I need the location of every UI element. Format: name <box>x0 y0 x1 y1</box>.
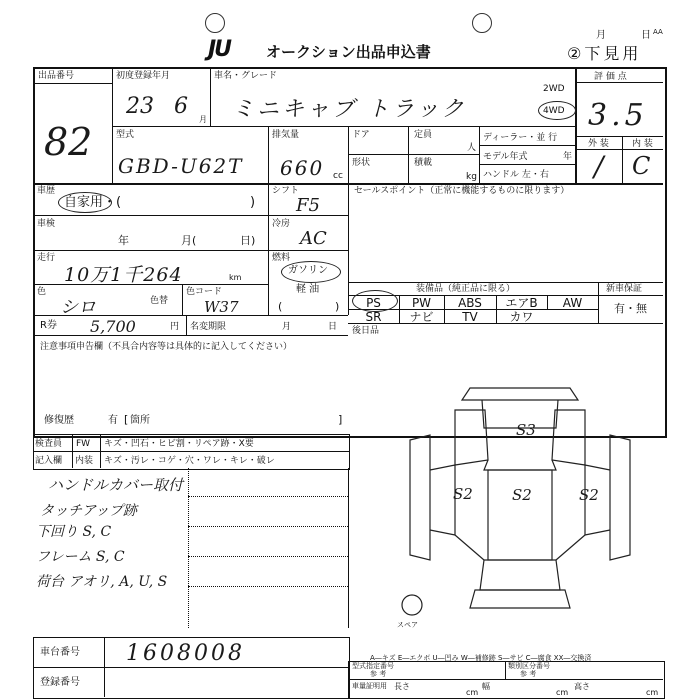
displacement-label: 排気量 <box>272 130 300 140</box>
equip-airbag: エアB <box>505 296 538 310</box>
reference-label: 参 考 <box>370 670 387 678</box>
category-circle <box>58 192 112 213</box>
color-value: シロ <box>60 297 96 318</box>
load-label: 積載 <box>414 158 433 168</box>
color-code-value: W37 <box>204 298 239 316</box>
repair-bracket-open: [ <box>124 413 129 426</box>
category-no-label: 類別区分番号 <box>508 662 550 670</box>
equip-aw: AW <box>562 296 583 310</box>
width-label: 幅 <box>482 682 490 691</box>
model-label: 型式 <box>116 130 135 140</box>
warranty-value: 有・無 <box>614 302 647 315</box>
entry-label: 記入欄 <box>35 456 63 466</box>
inspection-label: 車検 <box>37 219 56 229</box>
cert-label: 車量証明用 <box>352 682 387 690</box>
repair-location-label: 箇所 <box>130 415 150 426</box>
damage-mark: S3 <box>516 421 536 439</box>
lot-no-label: 出品番号 <box>38 71 75 81</box>
model-value: GBD-U62T <box>118 154 244 178</box>
equip-sr: SR <box>365 310 382 324</box>
day-label: 日 <box>641 30 651 41</box>
chassis-no-label: 車台番号 <box>40 647 80 658</box>
mileage-label: 走行 <box>37 253 56 263</box>
aa-label: AA <box>653 28 663 36</box>
person-unit: 人 <box>467 143 477 153</box>
reg-no-label: 登録番号 <box>40 677 80 688</box>
category-paren-close: ) <box>250 195 256 210</box>
name-change-month: 月 <box>282 322 292 332</box>
cooler-label: 冷房 <box>272 219 291 229</box>
first-reg-year: 23 <box>126 94 154 119</box>
notes-title: 注意事項申告欄（不具合内容等は具体的に記入してください） <box>40 342 293 352</box>
new-warranty-label: 新車保証 <box>606 284 643 294</box>
cc-unit: cc <box>333 171 343 181</box>
two-wd-label: 2WD <box>543 84 565 94</box>
fuel-label: 燃料 <box>272 253 291 263</box>
designated-no-label: 型式指定番号 <box>352 662 394 670</box>
height-cm: cm <box>646 688 659 697</box>
inspection-month: 月( <box>181 234 197 247</box>
fuel-gas-circle <box>281 261 341 283</box>
form-title: オークション出品申込書 <box>266 43 431 61</box>
rating-label: 評 価 点 <box>594 72 627 82</box>
fuel-paren-close: ) <box>335 300 340 313</box>
dealer-label: ディーラー・並 行 <box>483 133 558 143</box>
length-label: 長さ <box>394 682 410 691</box>
equip-leather: カワ <box>509 310 534 324</box>
spare-label: スペア <box>397 621 418 629</box>
category-value: 自家用・( <box>64 195 122 210</box>
color-change-label: 色替 <box>150 296 169 306</box>
note-item: フレーム S, C <box>36 549 125 565</box>
equip-abs: ABS <box>458 296 482 310</box>
exterior-label: 外 装 <box>588 139 609 149</box>
fw-items: キズ・凹石・ヒビ割・リペア跡・X要 <box>104 439 254 449</box>
later-items-label: 後日品 <box>352 326 380 336</box>
width-cm: cm <box>556 688 569 697</box>
recycle-label: R券 <box>40 320 57 331</box>
inspection-day: 日) <box>240 234 256 247</box>
lot-no-value: 82 <box>44 120 93 164</box>
four-wd-label: 4WD <box>543 106 565 116</box>
repair-bracket-close: ] <box>338 413 343 426</box>
car-name-value: ミニキャブ トラック <box>232 97 467 122</box>
copy-label: ②下見用 <box>567 44 642 63</box>
inspector-label: 検査員 <box>35 439 63 449</box>
note-item: ハンドルカバー取付 <box>48 476 184 494</box>
kg-unit: kg <box>466 172 477 182</box>
repair-has-label: 有 <box>108 415 118 426</box>
km-unit: km <box>229 273 242 282</box>
color-label: 色 <box>37 287 47 297</box>
interior-short-label: 内装 <box>75 456 94 466</box>
punch-hole <box>205 13 225 33</box>
first-reg-month: 6 <box>174 94 188 119</box>
punch-hole <box>472 13 492 33</box>
fuel-gas: ガソリン <box>288 265 328 276</box>
note-item: 下回り S, C <box>36 524 112 540</box>
damage-mark: S2 <box>453 485 473 503</box>
equip-ps: PS <box>366 296 381 310</box>
note-item: タッチアップ跡 <box>40 503 138 519</box>
note-item: 荷台 アオリ, A, U, S <box>36 574 168 590</box>
shift-label: シフト <box>272 186 300 196</box>
interior-grade: C <box>632 152 651 180</box>
recycle-fee: 5,700 <box>90 317 136 336</box>
height-label: 高さ <box>574 682 590 691</box>
shape-label: 形状 <box>352 158 371 168</box>
reference-label-2: 参 考 <box>520 670 537 678</box>
damage-mark: S2 <box>579 486 599 504</box>
length-cm: cm <box>466 688 479 697</box>
name-change-day: 日 <box>328 322 338 332</box>
inspection-year: 年 <box>118 234 129 247</box>
cooler-value: AC <box>300 228 327 249</box>
fuel-light: 軽 油 <box>296 284 320 295</box>
yen-unit: 円 <box>170 322 180 332</box>
header <box>0 28 700 67</box>
interior-items: キズ・汚レ・コゲ・穴・ワレ・キレ・破レ <box>104 456 275 466</box>
score-value: 3.5 <box>588 98 648 133</box>
first-reg-label: 初度登録年月 <box>116 71 171 81</box>
displacement-value: 660 <box>280 156 325 180</box>
month-label: 月 <box>596 30 606 41</box>
month-unit: 月 <box>199 115 207 124</box>
equip-pw: PW <box>411 296 432 310</box>
interior-label: 内 装 <box>632 139 653 149</box>
chassis-no-value: 1608008 <box>126 641 245 666</box>
color-code-label: 色コード <box>186 287 223 297</box>
fuel-paren-open: ( <box>278 300 283 313</box>
category-label: 車歴 <box>37 186 56 196</box>
four-wd-circle <box>538 101 576 120</box>
capacity-label: 定員 <box>414 130 433 140</box>
model-year-label: モデル年式 <box>483 152 528 162</box>
mileage-value: 10万1千264 <box>64 264 183 286</box>
year-unit: 年 <box>563 152 573 162</box>
sales-point-label: セールスポイント（正常に機能するものに限ります） <box>354 186 570 196</box>
equip-tv: TV <box>462 310 478 324</box>
car-name-label: 車名・グレード <box>214 71 278 81</box>
exterior-grade: / <box>594 150 604 183</box>
equip-navi: ナビ <box>409 310 434 324</box>
name-change-label: 名変期限 <box>190 322 227 332</box>
damage-legend: A―キズ E―エクボ U―凹み W―補修跡 S―サビ C―腐食 XX―交換済 <box>370 654 592 662</box>
equip-ps-circle <box>352 290 398 312</box>
reference-table <box>348 661 665 699</box>
repair-history-label: 修復歴 <box>44 415 74 426</box>
fw-label: FW <box>76 439 91 449</box>
shift-value: F5 <box>296 195 320 216</box>
equipment-label: 装備品（純正品に限る） <box>416 284 516 294</box>
door-label: ドア <box>352 130 370 140</box>
ju-logo: JU <box>208 37 231 62</box>
handle-label: ハンドル 左・右 <box>483 170 549 180</box>
damage-mark: S2 <box>512 486 532 504</box>
